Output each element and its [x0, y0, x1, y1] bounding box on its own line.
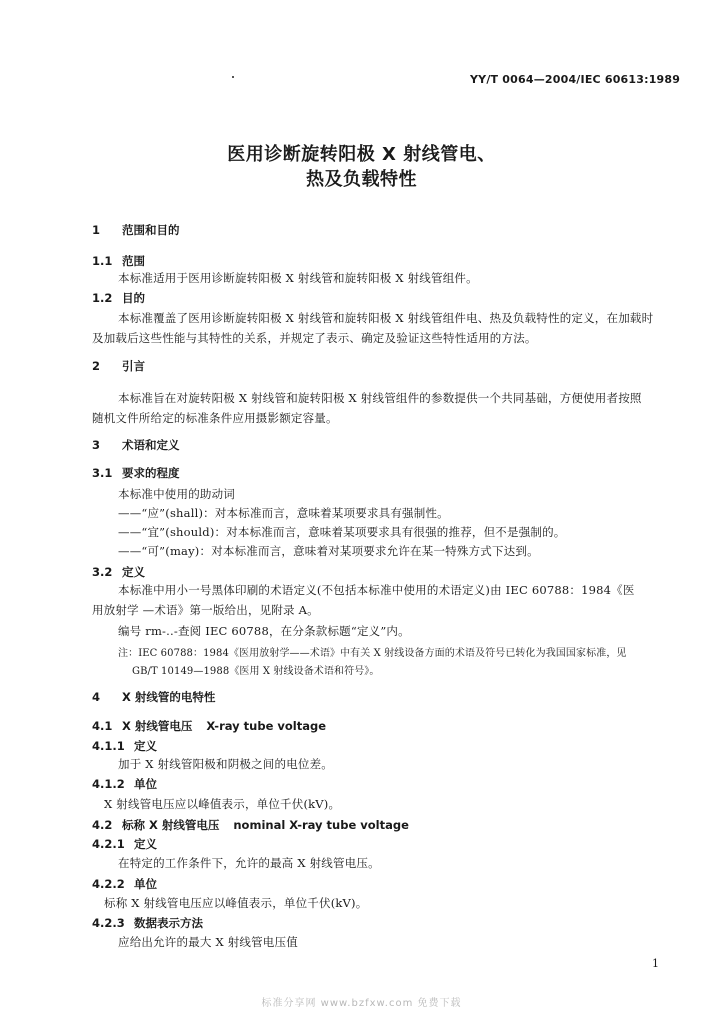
section-1-2-line2: 及加载后这些性能与其特性的关系，并规定了表示、确定及验证这些特性适用的方法。	[92, 331, 537, 345]
section-3-heading: 3 术语和定义	[92, 438, 180, 452]
section-4-1-2-text: X 射线管电压应以峰值表示，单位千伏(kV)。	[104, 797, 341, 811]
section-1-2-heading: 1.2 目的	[92, 291, 145, 305]
standard-code: YY/T 0064—2004/IEC 60613:1989	[470, 73, 681, 86]
section-1-1-heading: 1.1 范围	[92, 254, 145, 268]
section-1-2-line1: 本标准覆盖了医用诊断旋转阳极 X 射线管和旋转阳极 X 射线管组件电、热及负载特性的定义，在加载时	[118, 311, 654, 325]
section-4-1-heading: 4.1 X 射线管电压 X-ray tube voltage	[92, 719, 327, 733]
section-4-2-3-heading: 4.2.3 数据表示方法	[92, 916, 203, 930]
document-title-line2: 热及负载特性	[306, 169, 417, 190]
section-4-2-2-text: 标称 X 射线管电压应以峰值表示，单位千伏(kV)。	[104, 896, 368, 910]
section-4-heading: 4 X 射线管的电特性	[92, 690, 216, 704]
section-4-2-3-text: 应给出允许的最大 X 射线管电压值	[118, 935, 298, 949]
section-4-2-2-heading: 4.2.2 单位	[92, 877, 157, 891]
section-4-1-2-heading: 4.1.2 单位	[92, 777, 157, 791]
section-3-1-item-shall: ——“应”(shall)：对本标准而言，意味着某项要求具有强制性。	[118, 506, 449, 520]
section-3-2-line1: 本标准中用小一号黑体印刷的术语定义(不包括本标准中使用的术语定义)由 IEC 60788：1984《医	[118, 583, 635, 597]
section-3-1-item-may: ——“可”(may)：对本标准而言，意味着对某项要求允许在某一特殊方式下达到。	[118, 544, 539, 558]
section-4-2-heading: 4.2 标称 X 射线管电压 nominal X-ray tube voltage	[92, 818, 409, 832]
watermark-footer: 标准分享网 www.bzfxw.com 免费下载	[261, 998, 462, 1009]
section-2-line2: 随机文件所给定的标准条件应用摄影额定容量。	[92, 411, 338, 425]
section-1-heading: 1 范围和目的	[92, 223, 180, 237]
page-number: 1	[652, 957, 659, 970]
section-4-1-1-text: 加于 X 射线管阳极和阴极之间的电位差。	[118, 757, 333, 771]
section-3-2-line3: 编号 rm-..-查阅 IEC 60788，在分条款标题“定义”内。	[118, 624, 410, 638]
section-3-2-note-line2: GB/T 10149—1988《医用 X 射线设备术语和符号》。	[132, 666, 380, 677]
section-3-2-note-line1: 注：IEC 60788：1984《医用放射学——术语》中有关 X 射线设备方面的术语及符号已转化为我国国家标准，见	[118, 648, 627, 659]
section-4-2-english: nominal X-ray tube voltage	[233, 818, 409, 832]
section-4-1-1-heading: 4.1.1 定义	[92, 739, 157, 753]
section-4-1-english: X-ray tube voltage	[206, 719, 327, 733]
scan-speck	[232, 76, 234, 78]
section-2-line1: 本标准旨在对旋转阳极 X 射线管和旋转阳极 X 射线管组件的参数提供一个共同基础，方便使用者按照	[118, 391, 642, 405]
section-1-1-text: 本标准适用于医用诊断旋转阳极 X 射线管和旋转阳极 X 射线管组件。	[118, 271, 478, 285]
section-3-2-line2: 用放射学 —术语》第一版给出，见附录 A。	[92, 603, 319, 617]
section-3-1-item-should: ——“宜”(should)：对本标准而言，意味着某项要求具有很强的推荐，但不是强制的。	[118, 525, 566, 539]
section-3-1-intro: 本标准中使用的助动词	[118, 487, 235, 501]
section-3-2-heading: 3.2 定义	[92, 565, 145, 579]
section-4-2-1-text: 在特定的工作条件下，允许的最高 X 射线管电压。	[118, 856, 380, 870]
section-2-heading: 2 引言	[92, 359, 145, 373]
section-3-1-heading: 3.1 要求的程度	[92, 466, 180, 480]
document-title-line1: 医用诊断旋转阳极 X 射线管电、	[227, 144, 496, 165]
section-4-2-1-heading: 4.2.1 定义	[92, 837, 157, 851]
